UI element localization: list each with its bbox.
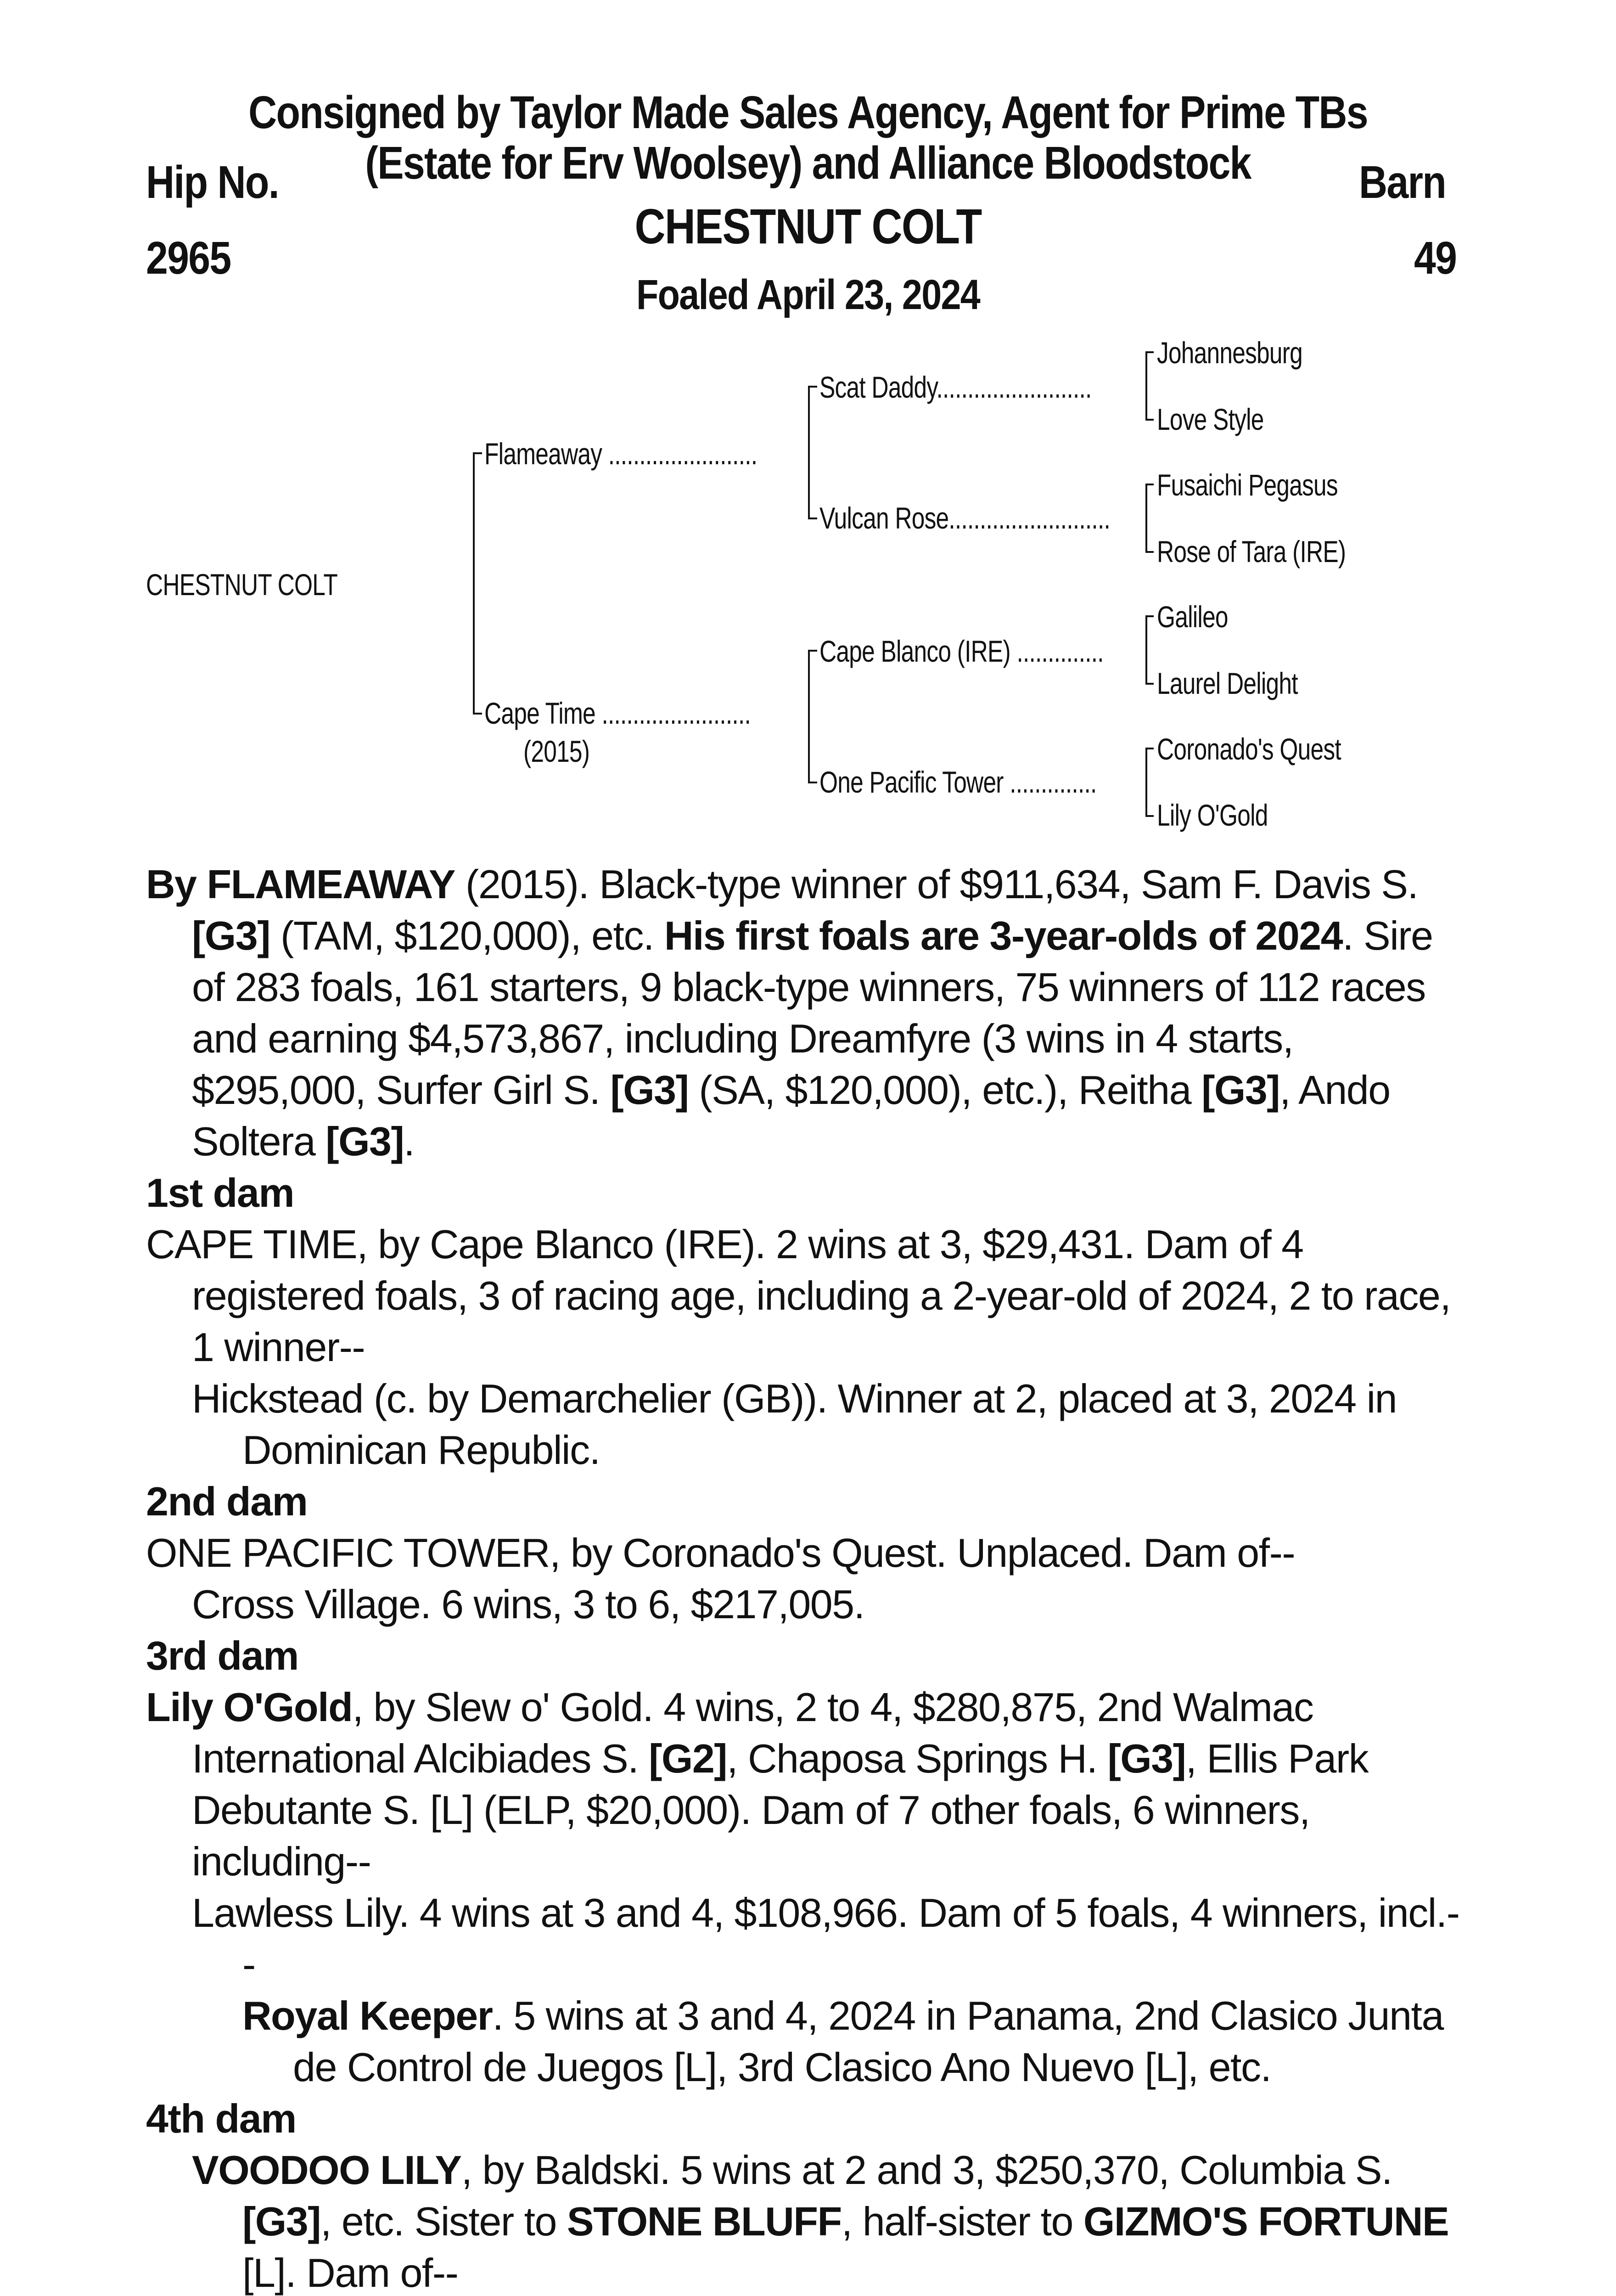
first-dam-produce: Hickstead (c. by Demarchelier (GB)). Winner at 2, placed at 3, 2024 in Dominican Republic. [192,1376,1397,1473]
pedigree-g7: Coronado's Quest [1157,732,1341,766]
third-dam-royal: Royal Keeper. 5 wins at 3 and 4, 2024 in Panama, 2nd Clasico Junta de Control de Juegos [L], 3rd Clasico Ano Nuevo [L], etc. [242,1993,1443,2090]
consignor-line-2: (Estate for Erv Woolsey) and Alliance Bloodstock [365,137,1251,189]
page-title: CHESTNUT COLT [634,198,982,254]
catalog-body [146,859,1464,2296]
fourth-dam-heading: 4th dam [146,2096,296,2141]
pedigree-dam-dam: One Pacific Tower .............. [819,765,1097,799]
third-dam-heading: 3rd dam [146,1633,298,1678]
second-dam-text: ONE PACIFIC TOWER, by Coronado's Quest. Unplaced. Dam of-- [146,1530,1295,1576]
barn-label: Barn [1359,157,1446,208]
pedigree-g6: Laurel Delight [1157,666,1298,700]
first-dam-heading: 1st dam [146,1170,294,1216]
first-dam-text: CAPE TIME, by Cape Blanco (IRE). 2 wins at 3, $29,431. Dam of 4 registered foals, 3 of racing age, including a 2-year-old of 2024, 2 to race, 1 winner-- [146,1221,1451,1370]
pedigree-dam-year: (2015) [523,734,590,768]
third-dam-lawless: Lawless Lily. 4 wins at 3 and 4, $108,966. Dam of 5 foals, 4 winners, incl.-- [192,1890,1459,1987]
pedigree-sire: Flameaway ........................ [484,437,758,471]
second-dam-heading: 2nd dam [146,1479,308,1524]
pedigree-g4: Rose of Tara (IRE) [1157,535,1346,568]
pedigree-g5: Galileo [1157,600,1228,634]
sire-paragraph: By FLAMEAWAY (2015). Black-type winner of $911,634, Sam F. Davis S. [G3] (TAM, $120,000), etc. His first foals are 3-year-olds of 2024. Sire of 283 foals, 161 starters, 9 black-type winners, 75 winners of 112 races and earning $4,573,867, including Dreamfyre (3 wins in 4 starts, $295,000, Surfer Girl S. [G3] (SA, $120,000), etc.), Reitha [G3], Ando Soltera [G3]. [146,861,1433,1164]
second-dam-produce: Cross Village. 6 wins, 3 to 6, $217,005. [192,1581,864,1627]
pedigree-sire-sire: Scat Daddy......................... [819,370,1092,404]
pedigree-g8: Lily O'Gold [1157,798,1268,832]
pedigree-sire-dam: Vulcan Rose.......................... [819,501,1110,535]
pedigree-g3: Fusaichi Pegasus [1157,468,1338,502]
consignor-line-1: Consigned by Taylor Made Sales Agency, Agent for Prime TBs [248,87,1368,138]
hip-number: 2965 [146,232,231,284]
pedigree-dam: Cape Time ........................ [484,696,751,730]
pedigree-dam-sire: Cape Blanco (IRE) .............. [819,634,1104,668]
barn-number: 49 [1414,232,1457,284]
pedigree-g2: Love Style [1157,402,1264,436]
third-dam-text: Lily O'Gold, by Slew o' Gold. 4 wins, 2 to 4, $280,875, 2nd Walmac International Alcibiades S. [G2], Chaposa Springs H. [G3], Ellis Park Debutante S. [L] (ELP, $20,000). Dam of 7 other foals, 6 winners, including-- [146,1684,1369,1884]
foaled-date: Foaled April 23, 2024 [636,271,980,318]
pedigree-g1: Johannesburg [1157,336,1302,370]
pedigree-subject: CHESTNUT COLT [146,568,337,602]
hip-label: Hip No. [146,157,279,208]
fourth-dam-text: VOODOO LILY, by Baldski. 5 wins at 2 and 3, $250,370, Columbia S. [G3], etc. Sister to STONE BLUFF, half-sister to GIZMO'S FORTUNE [L]. Dam of-- [192,2147,1449,2296]
